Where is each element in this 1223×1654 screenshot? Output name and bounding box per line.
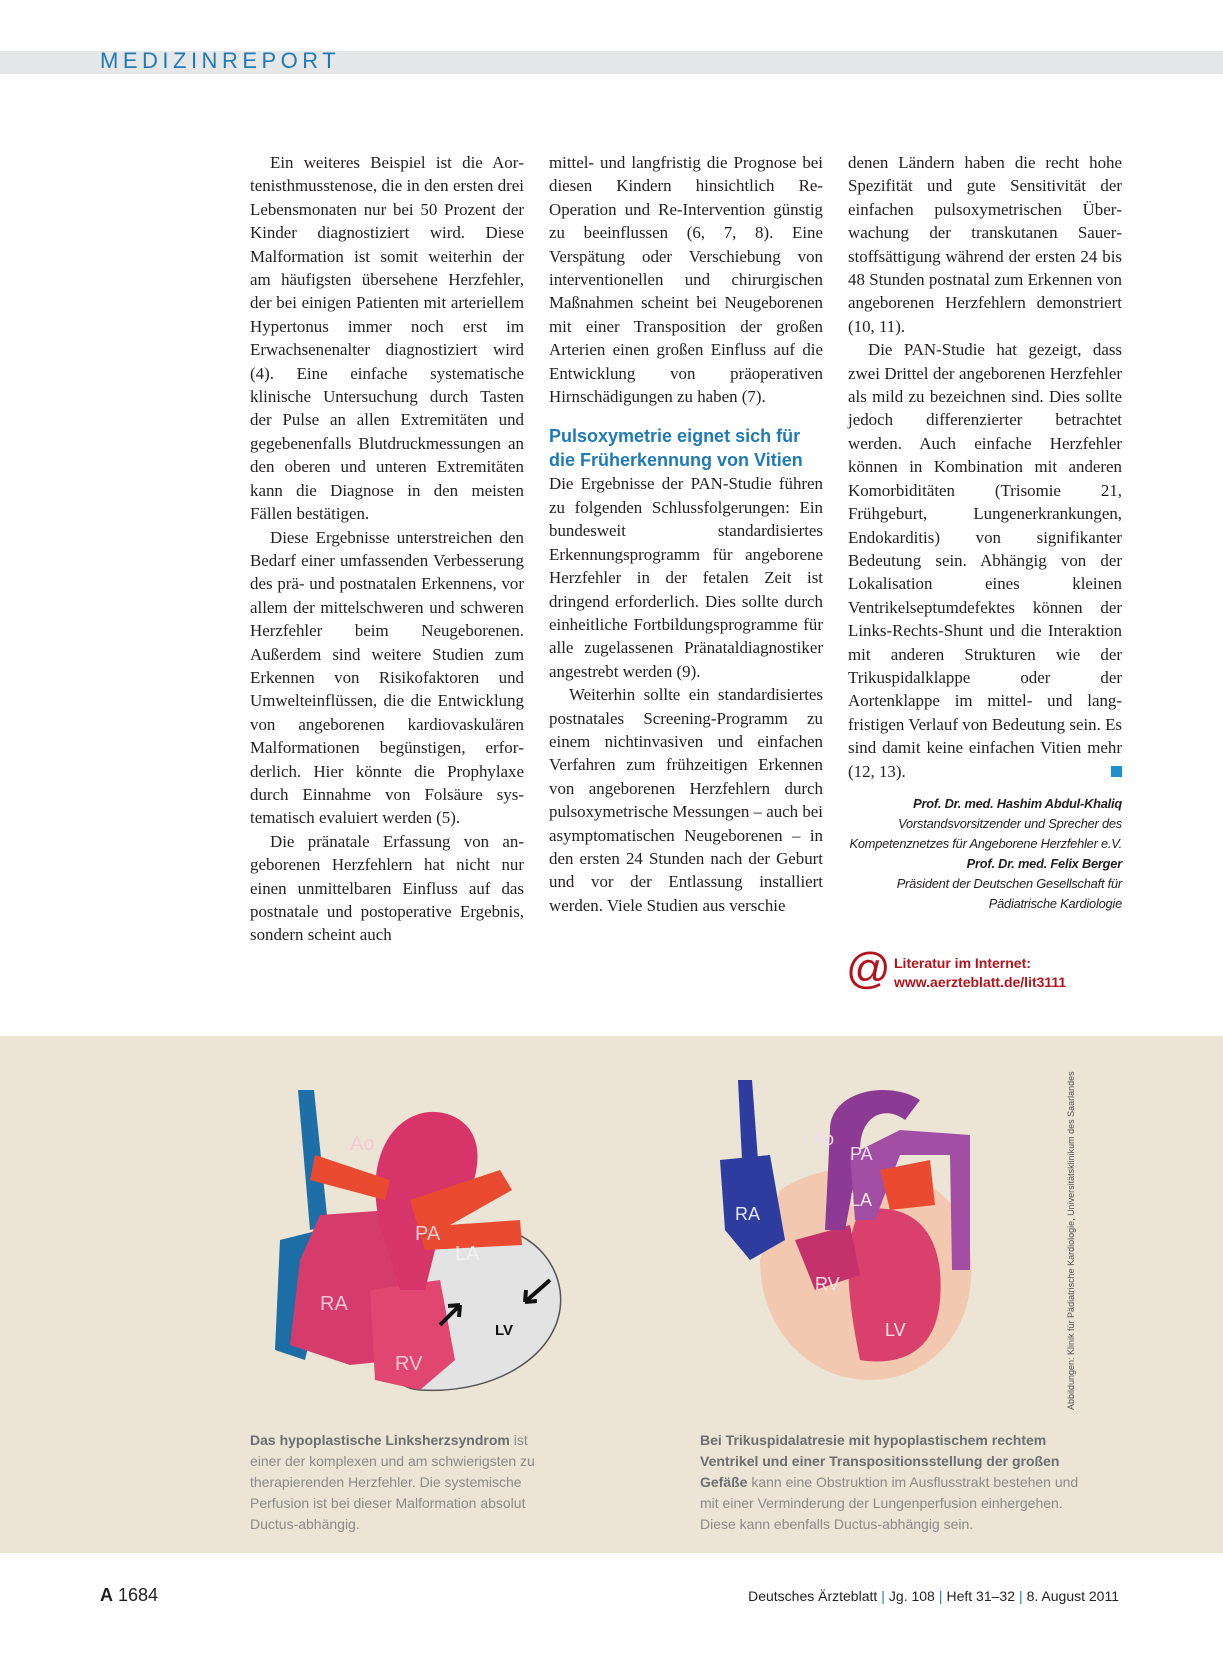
- svc-vessel: [738, 1080, 758, 1160]
- journal-name: Deutsches Ärzteblatt: [748, 1588, 878, 1604]
- author-name: Prof. Dr. med. Felix Berger: [966, 856, 1122, 871]
- label-pa: PA: [850, 1144, 873, 1164]
- paragraph: [848, 338, 1122, 783]
- paragraph: Ein weiteres Beispiel ist die Aortenisthmusstenose, die in den ersten drei Lebensmonaten nur bei 50 Prozent der Kinder diagnostiziert wird. Diese Malformation ist somit weiterhin der am häufigsten übersehene Herzfehler, der bei einigen Patienten mit arteriellem Hypertonus immer noch erst im Erwachsenenalter diagnostiziert wird (4). Eine einfache systematische klinische Untersuchung durch Tasten der Pulse an allen Extremitäten und gegebenenfalls Blutdruckmessungen an den oberen und unteren Extremitäten kann die Diagnose in den meisten Fällen bestätigen.: [250, 153, 524, 524]
- label-lv: LV: [885, 1320, 906, 1340]
- label-rv: RV: [395, 1353, 423, 1375]
- author-role: Präsident der Deutschen Gesellschaft für: [896, 876, 1122, 891]
- figure-2-caption: [700, 1430, 1080, 1535]
- caption-text: ist einer der komplexen und am schwierigsten zu therapierenden Herzfehler. Die systemische Perfusion ist bei dieser Malformation absolut Ductus-abhängig.: [250, 1432, 535, 1532]
- author-role: Kompetenznetzes für Angeborene Herzfehler e.V.: [849, 836, 1122, 851]
- label-ao: Ao: [350, 1133, 375, 1155]
- page-number: [100, 1585, 158, 1606]
- at-sign-icon: @: [846, 944, 891, 993]
- figure-2-heart-diagram: [700, 1060, 1050, 1400]
- label-rv: RV: [815, 1274, 840, 1294]
- label-ra: RA: [320, 1293, 348, 1315]
- image-credit: Abbildungen: Klinik für Pädiatrische Kardiologie, Universitätsklinikum des Saarlandes: [1066, 1071, 1076, 1410]
- paragraph: Die pränatale Erfassung von angeborenen Herzfehlern hat nicht nur einen unmittelbaren Einfluss auf das postnatale und postoperative Ergebnis, sondern scheint auch: [250, 831, 524, 945]
- paragraph: Diese Ergebnisse unterstreichen den Bedarf einer umfassenden Verbesserung des prä- und postnatalen Erkennens, vor allem der mittelschweren und schweren Herzfehler beim Neugeborenen. Außerdem sind weitere Studien zum Erkennen von Risikofaktoren und Umwelteinflüssen, die die Entwicklung von angeborenen kardiovaskulären Malformationen begünstigen, erforderlich. Hier könnte die Prophylaxe durch Einnahme von Folsäure systematisch evaluiert werden (5).: [250, 527, 524, 828]
- journal-issue: Heft 31–32: [946, 1588, 1015, 1604]
- paragraph: Die Ergebnisse der PAN-Studie führen zu folgenden Schlussfolgerungen: Ein bundesweit standardisiertes Erkennungsprogramm für angeborene Herzfehler in der fetalen Zeit ist dringend erforderlich. Dies sollte durch einheitliche Fortbildungsprogramme für alle zugelassenen Pränataldiagnostiker angestrebt werden (9).: [549, 474, 823, 681]
- author-role: Vorstandsvorsitzender und Sprecher des: [898, 816, 1122, 831]
- subheading-line: Pulsoxymetrie eignet sich für: [549, 426, 801, 447]
- subheading-line: die Früherkennung von Vitien: [549, 450, 803, 471]
- literature-url-link[interactable]: www.aerzteblatt.de/lit3111: [894, 974, 1067, 990]
- text-column-3: [848, 151, 1122, 783]
- journal-footer: Deutsches Ärzteblatt | Jg. 108 | Heft 31–32 | 8. August 2011: [748, 1588, 1119, 1604]
- author-name: Prof. Dr. med. Hashim Abdul-Khaliq: [913, 796, 1122, 811]
- author-role: Pädiatrische Kardiologie: [988, 896, 1122, 911]
- label-lv: LV: [495, 1322, 514, 1339]
- label-ao: Ao: [812, 1129, 835, 1149]
- caption-title: Bei Trikuspidalatresie mit hypoplastischem rechtem Ventrikel und einer Transpositionsstellung der großen Gefäße: [700, 1432, 1060, 1490]
- paragraph-text: Die PAN-Studie hat gezeigt, dass zwei Drittel der angeborenen Herzfehler als mild zu bezeichnen sind. Dies sollte jedoch differenzierter betrachtet werden. Auch einfache Herzfehler können in Kombination mit anderen Komorbiditäten (Trisomie 21, Frühgeburt, Lungenerkrankungen, Endokarditis) von signifikanter Bedeutung sein. Abhängig von der Lokalisation eines kleinen Ventrikelseptumdefektes können der Links-Rechts-Shunt und die Interaktion mit anderen Strukturen wie der Trikuspidalklappe oder der Aortenklappe im mittel- und langfristigen Verlauf von Bedeutung sein. Es sind damit keine einfachen Vitien mehr (12, 13).: [848, 340, 1122, 781]
- author-block: [848, 794, 1122, 914]
- label-ra: RA: [735, 1204, 761, 1224]
- label-la: LA: [850, 1190, 873, 1210]
- text-column-1: [250, 151, 524, 947]
- text-column-2: [549, 151, 823, 917]
- page-prefix: A: [100, 1585, 113, 1605]
- subheading: [549, 424, 823, 472]
- journal-date: 8. August 2011: [1026, 1588, 1119, 1604]
- caption-title: Das hypoplastische Linksherzsyndrom: [250, 1432, 510, 1448]
- paragraph: denen Ländern haben die recht hohe Spezifität und gute Sensitivität der einfachen pulsoxymetrischen Überwachung der transkutanen Sauerstoffsättigung während der ersten 24 bis 48 Stunden postnatal zum Erkennen von angeborenen Herzfehlern demonstriert (10, 11).: [848, 153, 1122, 336]
- page-number-value: 1684: [118, 1585, 159, 1605]
- paragraph: Weiterhin sollte ein standardisiertes postnatales Screening-Programm zu einem nichtinvasiven und einfachen Verfahren zum frühzeitigen Erkennen von angeborenen Herzfehlern durch pulsoxymetrische Messungen – auch bei asymptomatischen Neugeborenen – in den ersten 24 Stunden nach der Geburt und vor der Entlassung installiert werden. Viele Studien aus verschie: [549, 685, 823, 915]
- figure-1-heart-diagram: [250, 1060, 580, 1400]
- figure-1-caption: [250, 1430, 550, 1535]
- literature-link-box[interactable]: [846, 944, 1106, 996]
- label-pa: PA: [415, 1223, 441, 1245]
- paragraph: mittel- und langfristig die Prognose bei diesen Kindern hinsichtlich Re-Operation und Re-Intervention günstig zu beeinflussen (6, 7, 8). Eine Verspätung oder Verschiebung von interventionellen und chirurgischen Maßnahmen scheint bei Neugeborenen mit einer Transposition der großen Arterien einen großen Einfluss auf die Entwicklung von präoperativen Hirnschädigungen zu haben (7).: [549, 153, 823, 407]
- literature-label: Literatur im Internet:: [894, 955, 1031, 971]
- journal-volume: Jg. 108: [888, 1588, 935, 1604]
- section-title: MEDIZINREPORT: [100, 48, 341, 73]
- label-la: LA: [455, 1243, 480, 1265]
- caption-text: kann eine Obstruktion im Ausflusstrakt bestehen und mit einer Verminderung der Lungenperfusion einhergehen. Diese kann ebenfalls Ductus-abhängig sein.: [700, 1474, 1079, 1532]
- end-of-article-square-icon: [1111, 766, 1122, 777]
